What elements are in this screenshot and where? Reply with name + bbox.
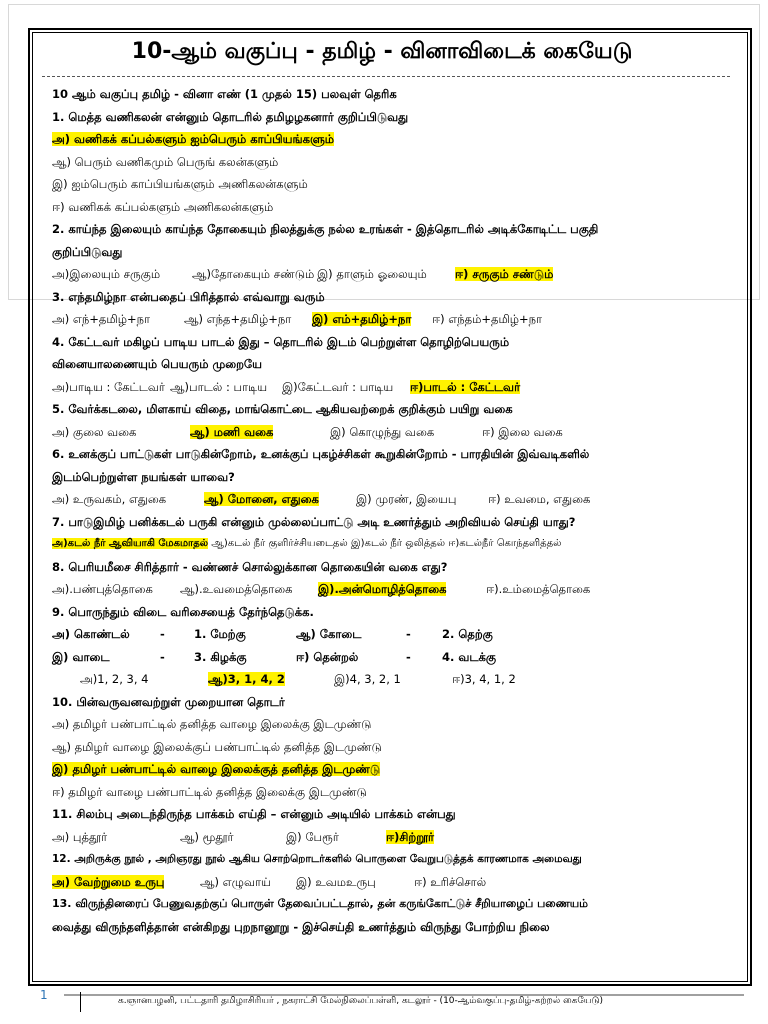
footer-separator [80,992,81,1012]
q4-option-d: ஈ)பாடல் : கேட்டவர் [410,379,521,394]
q9-match-row-1 [52,623,722,646]
q9-r1-dash2: - [406,627,411,641]
q11-option-b: ஆ) மூதூர் [180,829,234,844]
q2-options [52,263,722,286]
question-1: 1. மெத்த வணிகலன் என்னும் தொடரில் தமிழழகனார் குறிப்பிடுவது [52,109,409,124]
q9-option-d: ஈ)3, 4, 1, 2 [452,672,516,686]
q9-r2-match2: 4. வடக்கு [442,649,497,664]
q6-option-a: அ) உருவகம், எதுகை [52,492,167,506]
q4-option-c: இ)கேட்டவர் : பாடிய [282,379,394,394]
q9-r2-dash: - [160,649,165,664]
page-footer [28,986,752,1016]
q9-options [52,668,722,691]
q11-option-a: அ) புத்தூர் [52,829,108,844]
q8-option-a: அ).பண்புத்தொகை [52,582,153,596]
q7-option-c: இ)கடல் நீர் ஒலித்தல் [350,538,446,549]
question-3: 3. எந்தமிழ்நா என்பதைப் பிரித்தால் எவ்வாறு வரும் [52,289,325,304]
q10-option-c [52,758,722,781]
page-number: 1 [40,988,48,1002]
q5-option-d: ஈ) இலை வகை [482,424,563,439]
q3-option-a: அ) எந்+தமிழ்+நா [52,312,150,326]
question-13-cont: வைத்து விருந்தளித்தான் என்கிறது புறநானூறு - இச்செய்தி உணர்த்தும் விருந்து போற்றிய நிலை [52,919,550,934]
q9-r2-dash2: - [406,649,411,664]
question-4-cont: வினையாலணையும் பெயரும் முறையே [52,357,262,371]
q7-options [52,533,722,556]
question-12: 12. அறிருக்கு நூல் , அறிஞரது நூல் ஆகிய சொற்றொடர்களில் பொருளை வேறுபடுத்தக் காரணமாக அமைவது [52,853,582,865]
question-10: 10. பின்வருவனவற்றுள் முறையான தொடர் [52,694,285,709]
answer-highlight: இ) தமிழர் பண்பாட்டில் வாழை இலைக்குத் தனித்த இடமுண்டு [52,762,381,776]
q1-option-a [52,128,722,151]
q9-r2-left2: ஈ) தென்றல் [296,649,359,664]
question-6: 6. உனக்குப் பாட்டுகள் பாடுகின்றோம், உனக்குப் புகழ்ச்சிகள் கூறுகின்றோம் - பாரதியின் இவ்வடிகளில் [52,447,590,461]
q7-option-b: ஆ)கடல் நீர் குளிர்ச்சியடைதல் [211,538,348,549]
q5-option-a: அ) குலை வகை [52,424,137,439]
q10-option-b: ஆ) தமிழர் வாழை இலைக்குப் பண்பாட்டில் தனித்த இடமுண்டு [52,739,382,754]
q9-r1-left2: ஆ) கோடை [296,627,362,641]
q9-r1-match: 1. மேற்கு [194,627,246,641]
q2-option-a: அ)இலையும் சருகும் [52,267,161,281]
q7-option-d: ஈ)கடல்நீர் கொந்தளித்தல் [448,538,562,549]
answer-highlight: அ) வணிகக் கப்பல்களும் ஐம்பெரும் காப்பியங்களும் [52,132,335,146]
question-2: 2. காய்ந்த இலையும் காய்ந்த தோகையும் நிலத்துக்கு நல்ல உரங்கள் - இத்தொடரில் அடிக்கோடிட்ட பகுதி [52,222,599,236]
title-divider [42,76,730,77]
q10-option-a: அ) தமிழர் பண்பாட்டில் தனித்த வாழை இலைக்கு இடமுண்டு [52,717,372,731]
question-2-cont: குறிப்பிடுவது [52,244,123,259]
q6-option-b: ஆ) மோனை, எதுகை [204,492,319,506]
question-7: 7. பாடுஇமிழ் பனிக்கடல் பருகி என்னும் முல்லைப்பாட்டு அடி உணர்த்தும் அறிவியல் செய்தி யாது? [52,514,576,529]
q9-r1-match2: 2. தெற்கு [442,627,493,641]
q12-option-c: இ) உவமஉருபு [296,874,376,889]
worksheet-content [52,34,722,938]
q4-option-a: அ)பாடிய : கேட்டவர் [52,379,165,394]
question-6-cont: இடம்பெற்றுள்ள நயங்கள் யாவை? [52,469,235,484]
q5-option-b: ஆ) மணி வகை [190,424,274,439]
q3-option-d: ஈ) எந்தம்+தமிழ்+நா [432,312,543,326]
q10-option-d: ஈ) தமிழர் வாழை பண்பாட்டில் தனித்த இலைக்கு இடமுண்டு [52,784,367,799]
q5-option-c: இ) கொழுந்து வகை [330,424,435,439]
q8-option-b: ஆ).உவமைத்தொகை [180,582,293,596]
q3-options [52,308,722,331]
q3-option-b: ஆ) எந்த+தமிழ்+நா [184,312,292,326]
q4-options [52,376,722,399]
q5-options [52,421,722,444]
q9-r2-left: இ) வாடை [52,649,110,664]
footer-credit: க.ஞானபழனி, பட்டதாரி தமிழாசிரியர் , நகராட்சி மேல்நிலைப்பள்ளி, கடலூர் - (10-ஆம்வகுப்பு-தமிழ்-கற்றல் கையேடு) [118,996,604,1006]
q1-option-c: இ) ஐம்பெரும் காப்பியங்களும் அணிகலன்களும் [52,177,308,191]
q6-option-c: இ) முரண், இயைபு [356,492,457,506]
q12-options [52,871,722,894]
q2-option-d: ஈ) சருகும் சண்டும் [455,267,554,281]
question-9: 9. பொருந்தும் விடை வரிசையைத் தேர்ந்தெடுக்க. [52,604,314,619]
question-11: 11. சிலம்பு அடைந்திருந்த பாக்கம் எய்தி – என்னும் அடியில் பாக்கம் என்பது [52,807,456,821]
q9-r1-dash: - [160,627,165,641]
q8-option-d: ஈ).உம்மைத்தொகை [486,582,591,596]
intro-line: 10 ஆம் வகுப்பு தமிழ் - வினா எண் (1 முதல் 15) பலவுள் தெரிக [52,87,397,101]
page-title: 10-ஆம் வகுப்பு - தமிழ் - வினாவிடைக் கையேடு [131,39,633,64]
q9-option-a: அ)1, 2, 3, 4 [80,672,149,686]
q6-option-d: ஈ) உவமை, எதுகை [488,492,591,506]
q11-option-c: இ) பேரூர் [286,829,339,844]
q1-option-b: ஆ) பெரும் வணிகமும் பெருங் கலன்களும் [52,154,279,169]
question-4: 4. கேட்டவர் மகிழப் பாடிய பாடல் இது – தொடரில் இடம் பெற்றுள்ள தொழிற்பெயரும் [52,334,510,349]
q9-match-row-2 [52,646,722,669]
q1-option-d: ஈ) வணிகக் கப்பல்களும் அணிகலன்களும் [52,199,274,214]
q2-option-c: இ) தாளும் ஓலையும் [317,267,427,281]
question-8: 8. பெரியமீசை சிரித்தார் - வண்ணச் சொல்லுக்கான தொகையின் வகை எது? [52,559,448,574]
q8-option-c: இ).அன்மொழித்தொகை [318,582,447,596]
q9-r2-match: 3. கிழக்கு [194,649,247,664]
q6-options [52,488,722,511]
q3-option-c: இ) எம்+தமிழ்+நா [312,312,412,326]
q9-option-b: ஆ)3, 1, 4, 2 [208,672,285,686]
q12-option-a: அ) வேற்றுமை உருபு [52,874,165,889]
q4-option-b: ஆ)பாடல் : பாடிய [170,379,268,394]
q8-options [52,578,722,601]
q11-option-d: ஈ)சிற்றூர் [386,829,434,844]
q2-option-b: ஆ)தோகையும் சண்டும் [192,267,315,281]
q7-option-a: அ)கடல் நீர் ஆவியாகி மேகமாதல் [52,538,209,549]
q9-option-c: இ)4, 3, 2, 1 [334,672,401,686]
q12-option-d: ஈ) உரிச்சொல் [414,874,487,889]
question-13: 13. விருந்தினரைப் பேணுவதற்குப் பொருள் தேவைப்பட்டதால், தன் கருங்கோட்டுச் சீறியாழைப் பணையம் [52,897,588,910]
q9-r1-left: அ) கொண்டல் [52,627,130,641]
q11-options [52,826,722,849]
question-5: 5. வேர்க்கடலை, மிளகாய் விதை, மாங்கொட்டை ஆகியவற்றைக் குறிக்கும் பயிறு வகை [52,402,513,416]
q12-option-b: ஆ) எழுவாய் [200,874,271,889]
